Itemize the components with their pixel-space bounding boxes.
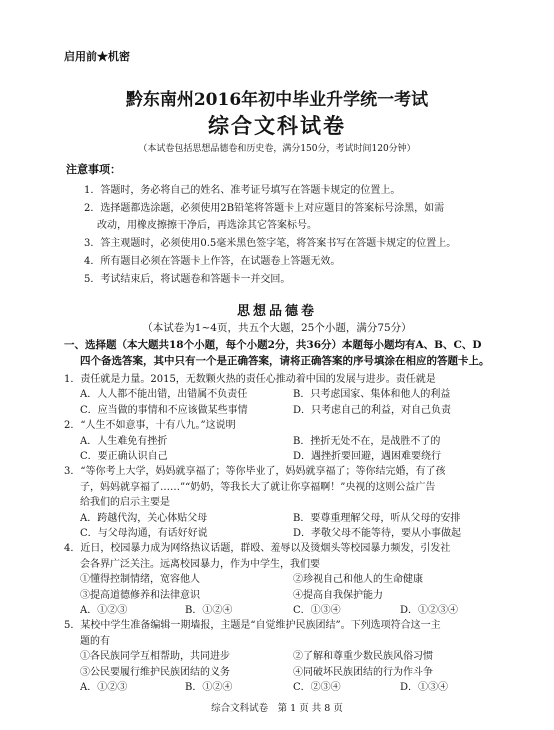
q1-option-d: D．只考虑自己的利益，对自己负责 (293, 404, 452, 416)
q1-option-a: A．人人都不能出错，出错属不负责任 (80, 389, 248, 401)
q5-option-a: A．①②③ (80, 682, 128, 693)
q4-statement-4: ④提高自我保护能力 (293, 589, 383, 601)
q5-statement-4: ④同破坏民族团结的行为作斗争 (293, 666, 433, 678)
q5-option-c: C．②③④ (293, 682, 341, 693)
q1-stem: 1．责任就是力量。2015，无数颗火热的责任心推动着中国的发展与进步。责任就是 (64, 374, 436, 385)
q3-option-c: C．与父母沟通，有话好好说 (80, 528, 208, 539)
exam-subject-title: 综合文科试卷 (208, 113, 346, 138)
q4-stem-line2: 会各界广泛关注。远离校园暴力，作为中学生，我们要 (80, 558, 320, 570)
q5-statement-2: ②了解和尊重少数民族风俗习惯 (293, 651, 433, 663)
q4-statement-2: ②珍视自己和他人的生命健康 (293, 574, 423, 586)
exam-subtitle: （本试卷包括思想品德卷和历史卷，满分150分，考试时间120分钟） (138, 144, 416, 154)
q3-stem-line1: 3．“等你考上大学，妈妈就享福了；等你毕业了，妈妈就享福了；等你结完婚，有了孩 (64, 466, 446, 478)
q5-option-b: B．①②④ (185, 682, 233, 693)
q5-stem-line1: 5．某校中学生准备编辑一期墙报，主题是“自觉维护民族团结”。下列选项符合这一主 (64, 620, 441, 632)
q5-stem-line2: 题的有 (80, 635, 110, 647)
q2-option-b: B．挫折无处不在，是战胜不了的 (293, 435, 441, 447)
q3-option-d: D．孝敬父母不能等待，要从小事做起 (293, 528, 462, 539)
q2-option-c: C．要正确认识自己 (80, 451, 168, 462)
exam-title: 黔东南州2016年初中毕业升学统一考试 (125, 90, 429, 110)
q2-stem: 2．“人生不如意事，十有八九。”这说明 (64, 420, 236, 432)
q1-option-b: B．只考虑国家、集体和他人的利益 (293, 389, 451, 401)
q4-statement-3: ③提高道德修养和法律意识 (80, 589, 200, 601)
q3-option-b: B．要尊重理解父母，听从父母的安排 (293, 512, 461, 524)
note-4: 4．所有题目必须在答题卡上作答，在试题卷上答题无效。 (84, 256, 341, 267)
q4-option-a: A．①②③ (80, 605, 128, 616)
q4-option-b: B．①②④ (185, 605, 233, 616)
notes-heading: 注意事项： (66, 163, 121, 176)
note-1: 1．答题时，务必将自己的姓名、准考证号填写在答题卡规定的位置上。 (84, 185, 401, 196)
note-2-cont: 改动，用橡皮擦擦干净后，再选涂其它答案标号。 (97, 220, 317, 231)
page-footer: 综合文科试卷 第 1 页 共 8 页 (211, 703, 343, 714)
q2-option-d: D．遇挫折要回避，遇困难要绕行 (293, 451, 442, 462)
booklet-title: 思想品德卷 (236, 304, 317, 319)
booklet-info: （本试卷为1~4页，共五个大题，25个小题，满分75分） (142, 322, 412, 334)
q5-option-d: D．①③④ (400, 682, 449, 693)
q4-stem-line1: 4．近日，校园暴力成为网络热议话题，群殴、羞辱以及烫烟头等校园暴力频发，引发社 (64, 543, 451, 555)
q5-statement-1: ①各民族同学互相帮助，共同进步 (80, 651, 230, 663)
section-1-instruction: 四个备选答案，其中只有一个是正确答案，请将正确答案的序号填涂在相应的答题卡上。 (80, 355, 490, 367)
q3-stem-line3: 给我们的启示主要是 (80, 497, 170, 509)
section-1-heading: 一、选择题（本大题共18个小题，每个小题2分，共36分）本题每小题均有A、B、C、D (64, 339, 482, 351)
q4-option-c: C．①③④ (293, 605, 341, 616)
q3-option-a: A．跨越代沟，关心体贴父母 (80, 512, 208, 524)
note-3: 3．答主观题时，必须使用0.5毫米黑色签字笔，将答案书写在答题卡规定的位置上。 (84, 238, 457, 249)
q3-stem-line2: 子，妈妈就享福了……”“奶奶，等我长大了就让你享福啊！”央视的这则公益广告 (80, 481, 436, 493)
q4-option-d: D．①②③④ (400, 605, 459, 616)
q1-option-c: C．应当做的事情和不应该做某些事情 (80, 404, 248, 416)
note-2: 2．选择题都选涂题，必须使用2B铅笔将答题卡上对应题目的答案标号涂黑，如需 (84, 203, 445, 214)
q2-option-a: A．人生难免有挫折 (80, 435, 168, 447)
security-label: 启用前★机密 (64, 50, 130, 63)
q5-statement-3: ③公民要履行维护民族团结的义务 (80, 666, 230, 678)
note-5: 5．考试结束后，将试题卷和答题卡一并交回。 (84, 274, 291, 285)
q4-statement-1: ①懂得控制情绪，宽容他人 (80, 574, 200, 586)
